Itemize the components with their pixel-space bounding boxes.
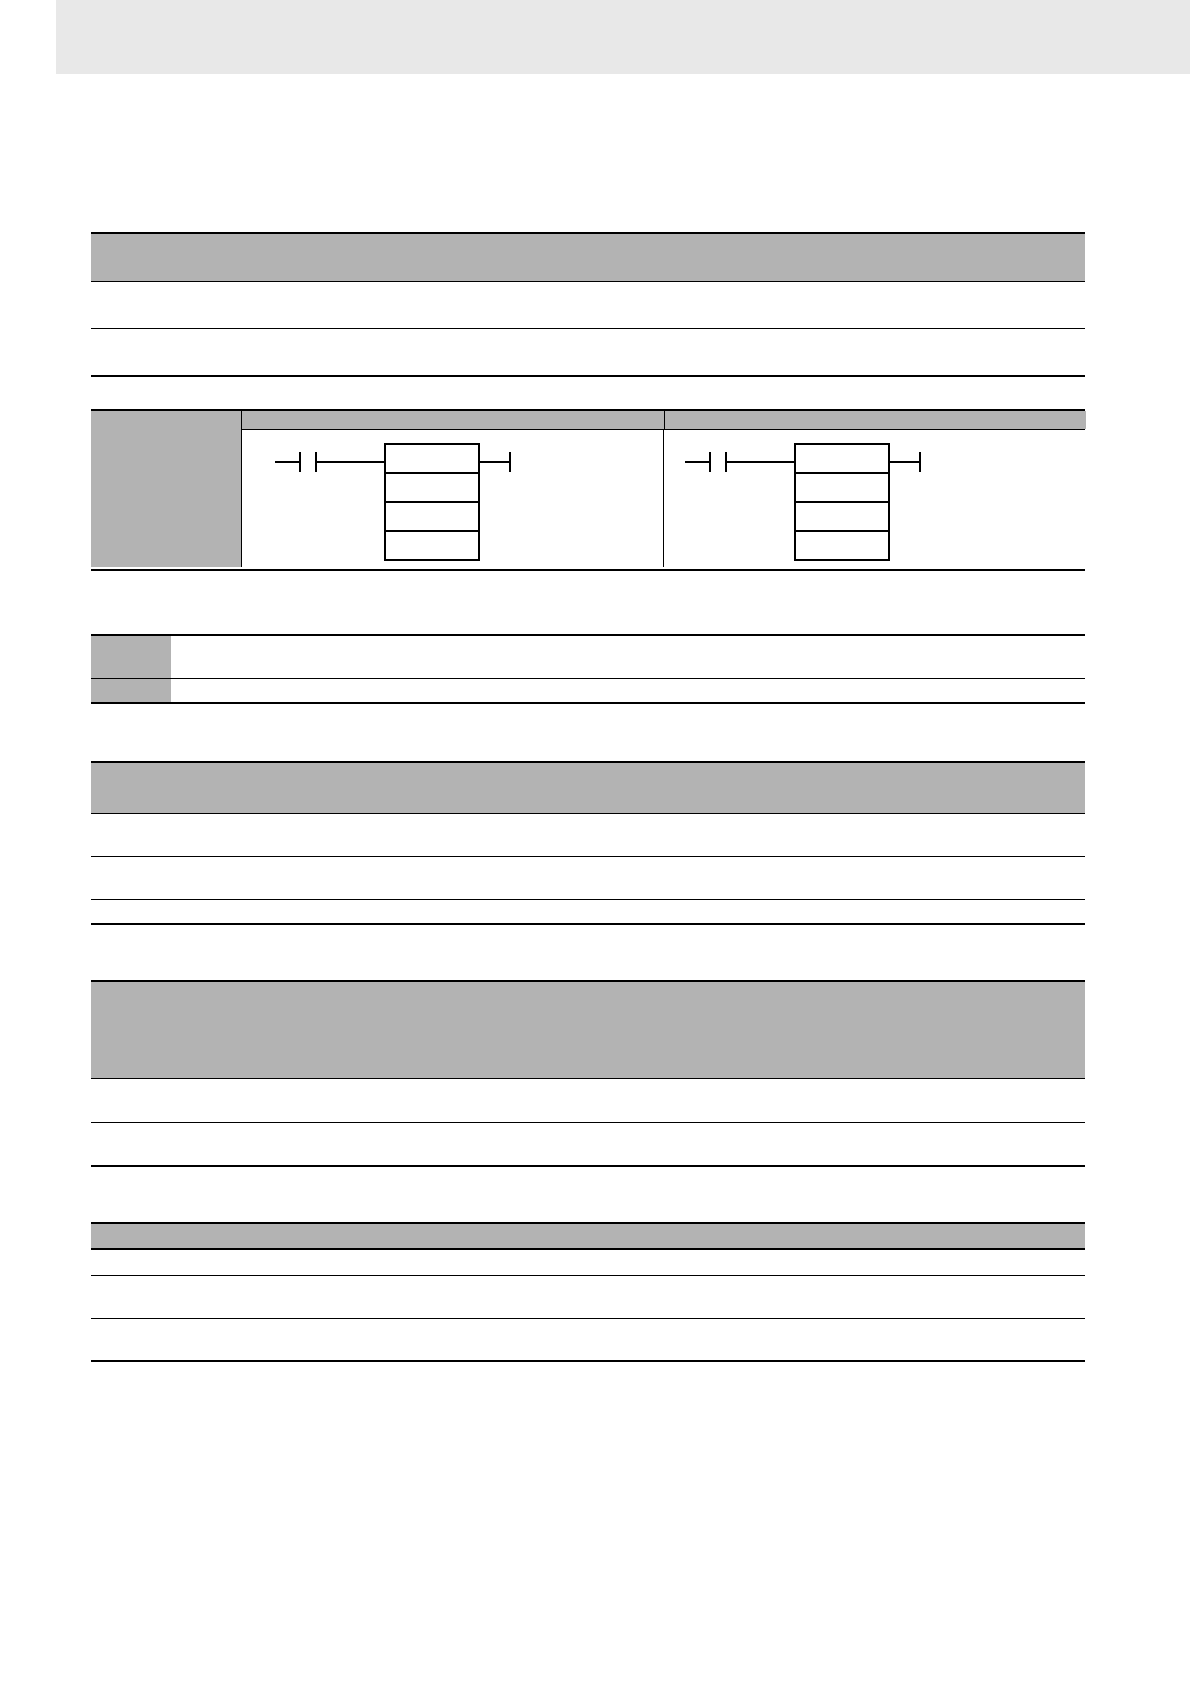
operand-area-specification-table <box>91 980 1085 1167</box>
symbol-label-cell <box>91 411 241 567</box>
header-cell <box>713 233 1085 281</box>
table-row <box>91 281 1085 328</box>
table-row <box>91 1318 1085 1361</box>
applicable-program-areas-table <box>91 634 1085 704</box>
table-row <box>91 1078 1085 1100</box>
header-cell <box>327 233 468 281</box>
table-header-row <box>91 233 1085 281</box>
table-row <box>91 856 1085 899</box>
flags-table <box>91 1222 1085 1362</box>
operands-table <box>91 761 1085 925</box>
table-row <box>91 328 1085 376</box>
ladder-diagram-right <box>680 440 940 564</box>
table-row <box>91 813 1085 856</box>
table-row <box>91 899 1085 924</box>
table-row <box>91 635 1085 678</box>
panel-header-left <box>241 411 664 429</box>
table-row <box>91 678 1085 703</box>
table-header-row <box>91 762 1085 787</box>
table-row <box>91 1249 1085 1275</box>
table-header-row <box>91 1223 1085 1249</box>
table-header-row <box>91 981 1085 1040</box>
table-row <box>91 1275 1085 1318</box>
header-cell <box>609 233 713 281</box>
header-cell <box>91 233 327 281</box>
instruction-table <box>91 232 1085 377</box>
page-header-band <box>56 0 1190 74</box>
ladder-diagram-left <box>270 440 530 564</box>
panel-header-right <box>664 411 1086 429</box>
header-cell <box>468 233 609 281</box>
table-row <box>91 1122 1085 1144</box>
